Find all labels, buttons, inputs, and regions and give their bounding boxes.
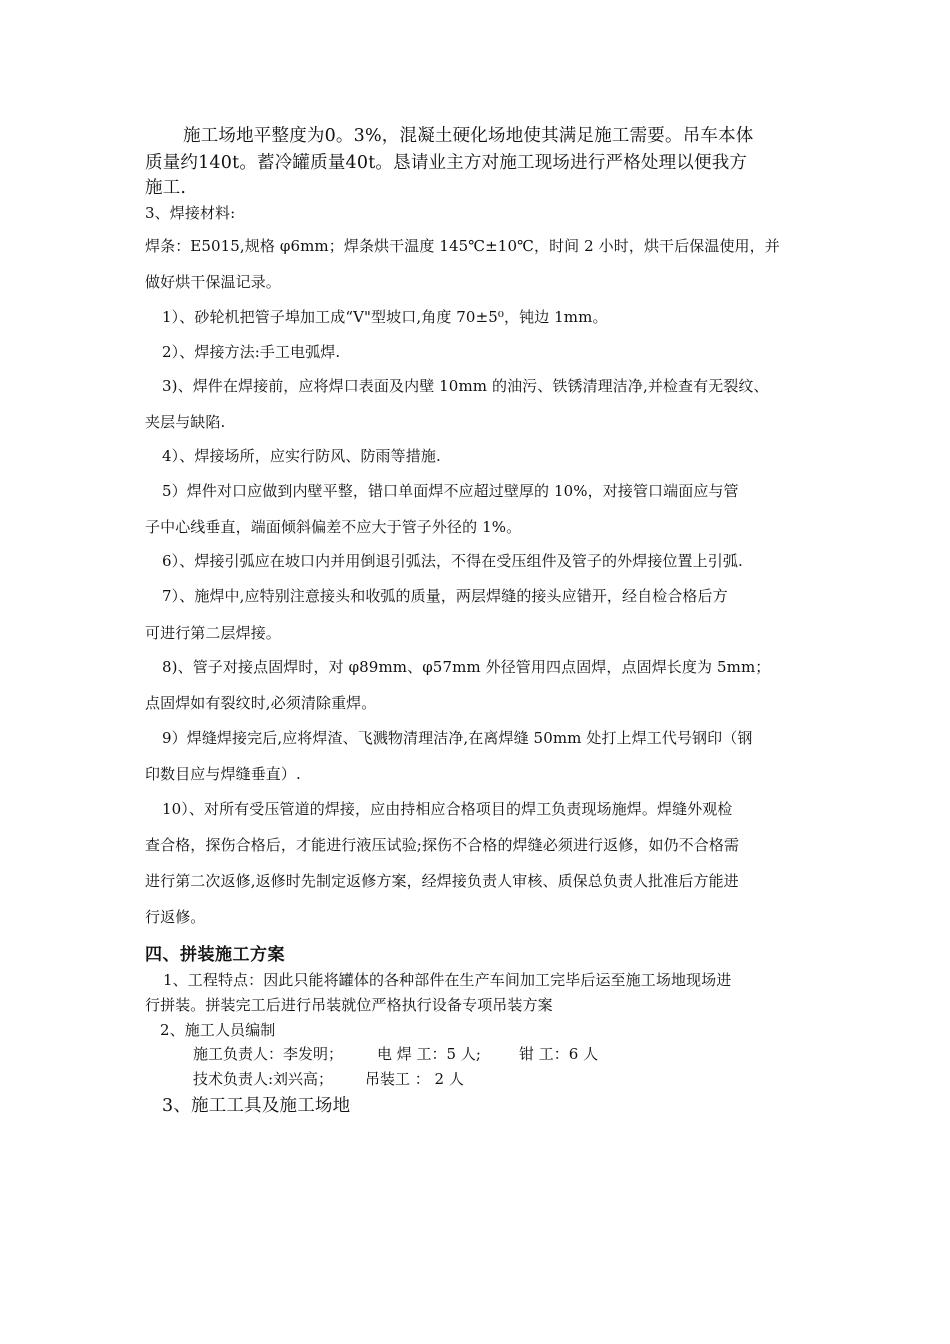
- welding-item-10-line-1: 10）、对所有受压管道的焊接，应由持相应合格项目的焊工负责现场施焊。焊缝外观检: [162, 800, 733, 818]
- welding-item-6: 6）、焊接引弧应在坡口内并用倒退引弧法，不得在受压组件及管子的外焊接位置上引弧.: [162, 552, 743, 570]
- section-4-heading: 四、拼装施工方案: [145, 945, 285, 965]
- welding-item-1: 1）、砂轮机把管子埠加工成“V"型坡口,角度 70±5⁰，钝边 1mm。: [162, 308, 608, 326]
- staffing-heading: 2、施工人员编制: [160, 1021, 276, 1039]
- welding-item-3-line-2: 夹层与缺陷.: [145, 413, 226, 431]
- welding-item-2: 2）、焊接方法:手工电弧焊.: [162, 343, 341, 361]
- welding-item-8-line-2: 点固焊如有裂纹时,必须清除重焊。: [145, 694, 377, 712]
- welding-item-7-line-1: 7）、施焊中,应特别注意接头和收弧的质量，两层焊缝的接头应错开，经自检合格后方: [162, 587, 728, 605]
- intro-line-1: 施工场地平整度为0。3%，混凝土硬化场地使其满足施工需要。吊车本体: [183, 126, 754, 146]
- staff-role: 技术负责人:刘兴高；: [193, 1070, 334, 1088]
- welding-rod-line-1: 焊条：E5015,规格 φ6mm；焊条烘干温度 145℃±10℃，时间 2 小时，烘干后保温使用，并: [145, 237, 780, 255]
- features-line-1: 1、工程特点：因此只能将罐体的各种部件在生产车间加工完毕后运至施工场地现场进: [163, 971, 732, 989]
- welding-item-5-line-1: 5）焊件对口应做到内壁平整，错口单面焊不应超过壁厚的 10%，对接管口端面应与管: [162, 482, 739, 500]
- welding-item-10-line-2: 查合格，探伤合格后，才能进行液压试验;探伤不合格的焊缝必须进行返修，如仍不合格需: [145, 836, 740, 854]
- staff-role: 钳 工：6 人: [519, 1045, 599, 1063]
- welding-item-9-line-2: 印数目应与焊缝垂直）.: [145, 765, 301, 783]
- welding-item-7-line-2: 可进行第二层焊接。: [145, 624, 281, 642]
- welding-item-10-line-3: 进行第二次返修,返修时先制定返修方案，经焊接负责人审核、质保总负责人批准后方能进: [145, 872, 739, 890]
- staff-role: 吊装工 ： 2 人: [365, 1070, 464, 1088]
- welding-item-4: 4）、焊接场所，应实行防风、防雨等措施.: [162, 447, 441, 465]
- tools-heading: 3、施工工具及施工场地: [162, 1096, 351, 1116]
- features-line-2: 行拼装。拼装完工后进行吊装就位严格执行设备专项吊装方案: [145, 996, 553, 1014]
- staff-role: 电 焊 工：5 人;: [377, 1045, 481, 1063]
- welding-item-3-line-1: 3)、焊件在焊接前，应将焊口表面及内壁 10mm 的油污、铁锈清理洁净,并检查有无裂纹、: [162, 377, 769, 395]
- welding-item-5-line-2: 子中心线垂直，端面倾斜偏差不应大于管子外径的 1%。: [145, 518, 522, 536]
- staff-role: 施工负责人：李发明；: [193, 1045, 344, 1063]
- intro-line-2: 质量约140t。蓄冷罐质量40t。恳请业主方对施工现场进行严格处理以便我方: [145, 153, 748, 173]
- welding-rod-line-2: 做好烘干保温记录。: [145, 273, 281, 291]
- welding-item-9-line-1: 9）焊缝焊接完后,应将焊渣、飞溅物清理洁净,在离焊缝 50mm 处打上焊工代号钢印（钢: [162, 729, 753, 747]
- welding-item-10-line-4: 行返修。: [145, 908, 206, 926]
- welding-materials-heading: 3、焊接材料:: [145, 204, 236, 222]
- intro-line-3: 施工.: [145, 178, 187, 198]
- welding-item-8-line-1: 8)、管子对接点固焊时，对 φ89mm、φ57mm 外径管用四点固焊，点固焊长度为 5mm；: [162, 658, 771, 676]
